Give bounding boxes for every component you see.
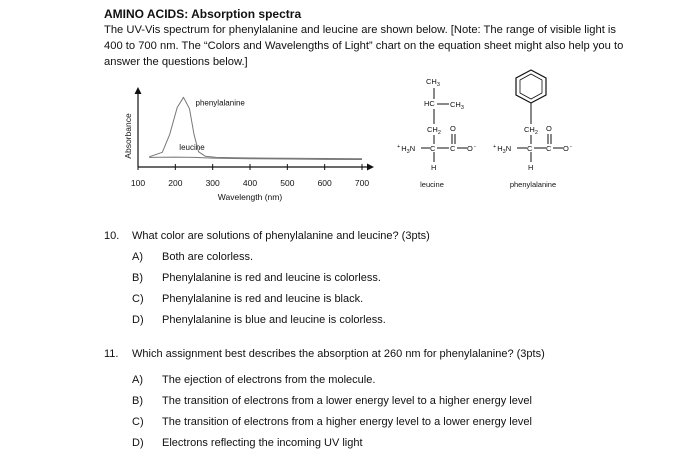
- option-text: The transition of electrons from a higher energy level to a lower energy level: [162, 416, 532, 428]
- option-text: Electrons reflecting the incoming UV light: [162, 437, 363, 449]
- leucine-ch3-top: $CH_3$: [426, 77, 440, 88]
- phenylalanine-h: H: [528, 163, 534, 172]
- leucine-hc: HC: [424, 99, 435, 108]
- phenylalanine-carboxyl-c: C: [546, 144, 552, 153]
- x-axis-label: Wavelength (nm): [217, 192, 283, 202]
- leucine-amine: $^+H_3N$: [397, 144, 416, 155]
- option-letter: B): [132, 272, 143, 284]
- spectrum-chart: [123, 87, 374, 202]
- option-letter: A): [132, 251, 143, 263]
- leucine-ch2: $CH_2$: [427, 125, 441, 136]
- leucine-carboxyl-c: C: [450, 144, 456, 153]
- x-tick-label: 400: [242, 178, 258, 188]
- option-text: The transition of electrons from a lower energy level to a higher energy level: [162, 395, 532, 407]
- phenylalanine-structure: [493, 70, 572, 189]
- phenylalanine-alpha-c: C: [527, 144, 533, 153]
- question-number: 11.: [104, 348, 119, 360]
- option-letter: D): [132, 437, 144, 449]
- leucine-carboxyl-o: O-: [467, 144, 476, 153]
- page-title: AMINO ACIDS: Absorption spectra: [104, 7, 302, 21]
- intro-paragraph: The UV-Vis spectrum for phenylalanine and leucine are shown below. [Note: The range of visible light is 400 to 700 nm. The “Colors and Wavelengths of Light” chart on the equation sheet might also help you to answer the questions below.]: [104, 24, 624, 68]
- option-text: Phenylalanine is blue and leucine is colorless.: [162, 314, 386, 326]
- leucine-h: H: [431, 163, 437, 172]
- leucine-alpha-c: C: [430, 144, 436, 153]
- question-text: Which assignment best describes the absorption at 260 nm for phenylalanine? (3pts): [132, 348, 545, 360]
- leucine-label: leucine: [420, 180, 444, 189]
- option-letter: C): [132, 416, 144, 428]
- figure: [0, 0, 700, 230]
- option-letter: A): [132, 374, 143, 386]
- option-letter: B): [132, 395, 143, 407]
- x-tick-label: 600: [317, 178, 332, 188]
- leucine-ch3-right: $CH_3$: [450, 100, 464, 111]
- leucine-oxygen: O: [450, 124, 456, 133]
- option-letter: D): [132, 314, 144, 326]
- phenylalanine-label: phenylalanine: [509, 180, 557, 189]
- option-text: Phenylalanine is red and leucine is black.: [162, 293, 364, 305]
- question-text: What color are solutions of phenylalanine and leucine? (3pts): [132, 230, 430, 242]
- phenylalanine-oxygen: O: [546, 124, 552, 133]
- phenylalanine-ch2: $CH_2$: [524, 125, 538, 136]
- x-axis-arrow: [367, 164, 374, 171]
- y-axis-label: Absorbance: [123, 113, 133, 159]
- phenylalanine-carboxyl-o: O-: [563, 144, 572, 153]
- series-label-phenylalanine: phenylalanine: [195, 98, 245, 108]
- benzene-ring-icon: [516, 70, 546, 103]
- option-text: Phenylalanine is red and leucine is colorless.: [162, 272, 381, 284]
- x-tick-label: 500: [280, 178, 295, 188]
- series-label-leucine: leucine: [179, 143, 205, 153]
- option-letter: C): [132, 293, 144, 305]
- x-tick-label: 100: [130, 178, 146, 188]
- x-tick-label: 200: [168, 178, 183, 188]
- x-tick-label: 300: [205, 178, 220, 188]
- question-number: 10.: [104, 230, 120, 242]
- y-axis-arrow: [135, 87, 142, 94]
- phenylalanine-amine: $^+H_3N$: [493, 144, 512, 155]
- option-text: Both are colorless.: [162, 251, 254, 263]
- option-text: The ejection of electrons from the molecule.: [162, 374, 376, 386]
- leucine-structure: [397, 77, 476, 189]
- x-tick-label: 700: [354, 178, 370, 188]
